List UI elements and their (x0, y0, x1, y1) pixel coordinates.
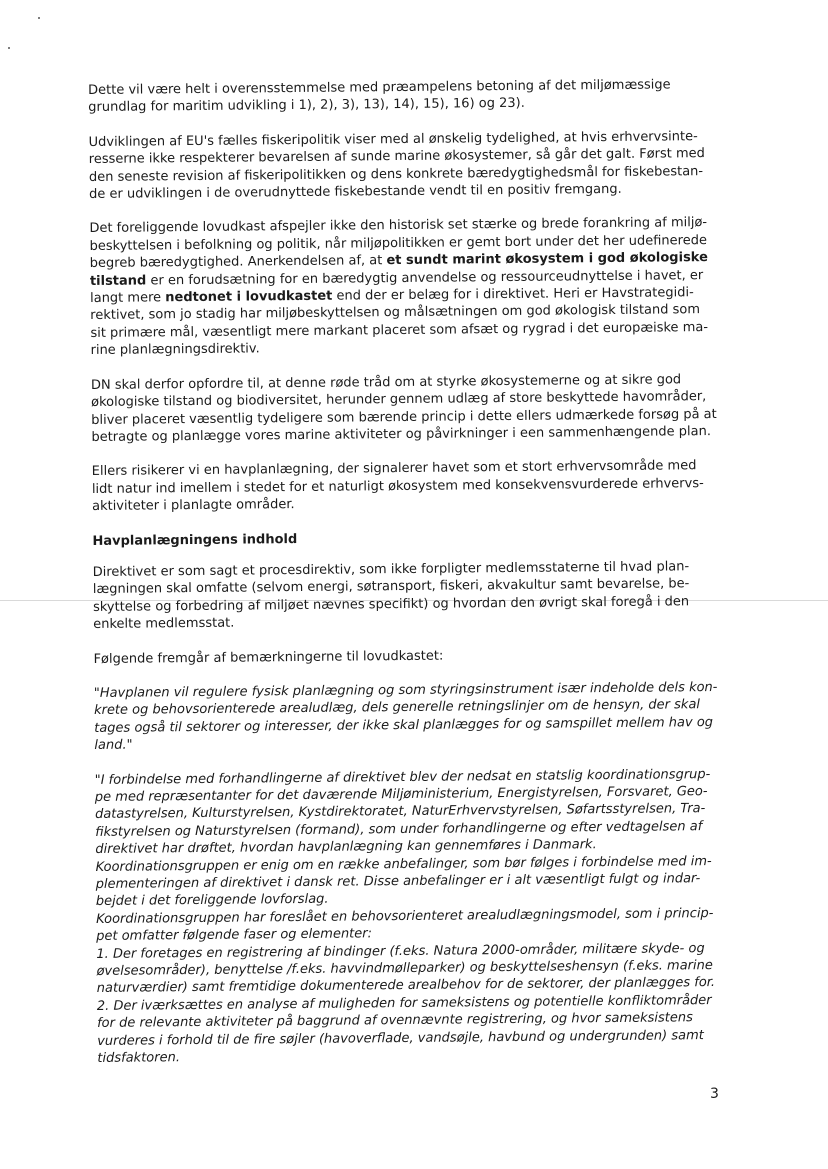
paragraph-7: Følgende fremgår af bemærkningerne til lovudkastet: (93, 648, 444, 667)
scan-speck (38, 17, 40, 19)
paragraph-3-text-a: Det foreliggende lovudkast afspejler ikke den historisk set stærke og brede forankring af miljø- beskyttelsen i befolkning og politik, når miljøpolitikken er gemt bort under det her udefinerede begreb bæredygtighed. Anerkendelsen af, at (89, 215, 708, 272)
paragraph-3 (89, 214, 740, 359)
paragraph-6: Direktivet er som sagt et procesdirektiv, som ikke forpligter medlemsstaterne til hvad plan- lægningen skal omfatte (selvom energi, søtransport, fiskeri, akvakultur samt bevarelse, be- skyttelse og forbedring af miljøet nævnes specifikt) og hvordan den øvrigt skal foregå i den enkelte medlemsstat. (92, 559, 690, 633)
paragraph-4: DN skal derfor opfordre til, at denne røde tråd om at styrke økosystemerne og at sikre god økologiske tilstand og biodiversitet, herunder gennem udlæg af store beskyttede havområder, bliver placeret væsentlig tydeligere som bærende princip i dette ellers udmærkede forsøg på at betragte og planlægge vores marine aktiviteter og påvirkninger i een sammenhængende plan. (90, 372, 717, 445)
page-body (88, 76, 747, 1068)
paragraph-5: Ellers risikerer vi en havplanlægning, der signalerer havet som et stort erhvervsområde med lidt natur ind imellem i stedet for et naturligt økosystem med konsekvensvurderede erhvervs- aktiviteter i planlagte områder. (91, 458, 704, 515)
paragraph-3-emphasis-a: et sundt marint økosystem i god økologiske tilstand (89, 250, 708, 289)
paragraph-1: Dette vil være helt i overensstemmelse med præampelens betoning af det miljømæssige grundlag for maritim udvikling i 1), 2), 3), 13), 14), 15), 16) og 23). (88, 77, 671, 116)
paragraph-3-text-b: er en forudsætning for en bæredygtig anvendelse og ressourceudnyttelse i havet, er langt mere (90, 267, 704, 307)
scan-speck (8, 47, 10, 49)
page-number: 3 (710, 1086, 719, 1102)
section-heading: Havplanlægningens indhold (92, 531, 298, 549)
paragraph-2: Udviklingen af EU's fælles fiskeripolitik viser med al ønskelig tydelighed, at hvis erhvervsinte- resserne ikke respekterer bevarelsen af sunde marine økosystemer, så går det galt. Først med den seneste revision af fiskeripolitikken og dens konkrete bæredygtighedsmål for fiskebestan- de er udviklingen i de overudnyttede fiskebestande vendt til en positiv fremgang. (88, 128, 705, 203)
paragraph-3-text-c: end der er belæg for i direktivet. Heri er Havstrategidi- rektivet, som jo stadig har miljøbeskyttelsen og målsætningen om god økologisk tilstand som sit primære mål, væsentligt mere markant placeret som afsæt og rygrad i det europæiske ma- rine planlægningsdirektiv. (90, 285, 709, 359)
quote-2: "I forbindelse med forhandlingerne af direktivet blev der nedsat en statslig koordinationsgrup- pe med repræsentanter for det daværende Miljøministerium, Energistyrelsen, Forsvaret, Geo- datastyrelsen, Kulturstyrelsen, Kystdirektoratet, NaturErhvervstyrelsen, Søfartsstyrelsen, Tra- fikstyrelsen og Naturstyrelsen (formand), som under forhandlingerne og efter vedtagelsen af direktivet har drøftet, hvordan havplanlægning kan gennemføres i Danmark. Koordinationsgruppen er enig om en række anbefalinger, som bør følges i forbindelse med im- plementeringen af direktivet i dansk ret. Disse anbefalinger er i alt væsentligt fulgt og indar- bejdet i det foreliggende lovforslag. Koordinationsgruppen har foreslået en behovsorienteret arealudlægningsmodel, som i princip- pet omfatter følgende faser og elementer: 1. Der foretages en registrering af bindinger (f.eks. Natura 2000-områder, militære skyde- og øvelsesområder), benyttelse /f.eks. havvindmølleparker) og beskyttelseshensyn (f.eks. marine naturværdier) samt fremtidige dokumenterede arealbehov for de sektorer, der planlægges for. 2. Der iværksættes en analyse af muligheden for sameksistens og potentielle konfliktområder for de relevante aktiviteter på baggrund af ovennævnte registrering, og hvor sameksistens vurderes i forhold til de fire søjler (havoverflade, vandsøjle, havbund og undergrunden) samt tidsfaktoren. (94, 766, 716, 1067)
quote-1: "Havplanen vil regulere fysisk planlægning og som styringsinstrument især indeholde dels kon- krete og behovsorienterede arealudlæg, dels generelle retningslinjer om de hensyn, der skal tages også til sektorer og interesser, der ikke skal planlægges for og samspillet mellem hav og land." (93, 679, 718, 754)
paragraph-3-emphasis-b: nedtonet i lovudkastet (165, 288, 333, 306)
